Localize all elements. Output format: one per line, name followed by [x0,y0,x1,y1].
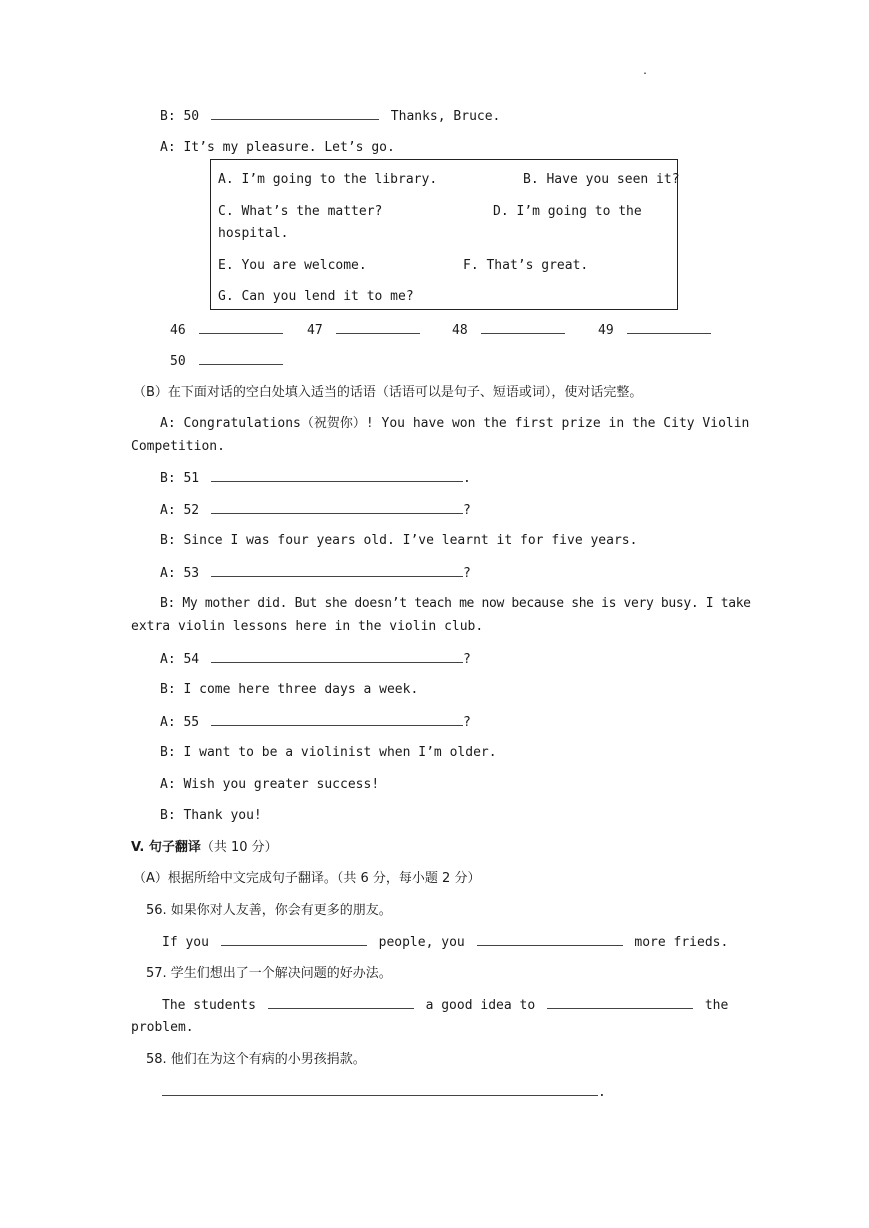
option-d: D. I’m going to the [493,204,642,219]
answer-item-49: 49 [598,321,711,340]
dialogue-thank: B: Thank you! [160,808,262,823]
answer-blank-55[interactable] [211,713,463,726]
answer-blank-50[interactable] [211,107,379,120]
answer-blank-47[interactable] [336,321,420,334]
dialogue-since: B: Since I was four years old. I’ve learnt it for five years. [160,533,638,548]
option-f: F. That’s great. [463,258,589,273]
option-c: C. What’s the matter? [218,204,383,219]
dialogue-mother: B: My mother did. But she doesn’t teach me now because she is very busy. I take [160,596,751,611]
section-b-instruction: （B）在下面对话的空白处填入适当的话语（话语可以是句子、短语或词），使对话完整。 [133,385,643,400]
dialogue-violinist: B: I want to be a violinist when I’m older. [160,745,497,760]
dialogue-line-b50: B: 50 Thanks, Bruce. [160,109,501,124]
answer-item-47: 47 [307,321,420,340]
option-b: B. Have you seen it? [523,172,680,187]
page-dot: . [642,66,649,77]
answer-blank-57a[interactable] [268,996,414,1009]
dialogue-line-52: A: 52 ? [160,503,471,518]
answer-blank-53[interactable] [211,564,463,577]
answer-line-57-cont: problem. [131,1020,194,1035]
dialogue-congratulations: A: Congratulations（祝贺你）! You have won the first prize in the City Violin [160,416,750,431]
dialogue-three-days: B: I come here three days a week. [160,682,419,697]
answer-blank-51[interactable] [211,469,463,482]
answer-item-48: 48 [452,321,565,340]
option-g: G. Can you lend it to me? [218,289,414,304]
dialogue-line-54: A: 54 ? [160,652,471,667]
answer-blank-58[interactable] [162,1083,598,1096]
question-56: 56. 如果你对人友善，你会有更多的朋友。 [146,903,392,918]
dialogue-line-a-pleasure: A: It’s my pleasure. Let’s go. [160,140,395,155]
dialogue-line-51: B: 51 . [160,471,471,486]
question-58: 58. 他们在为这个有病的小男孩捐款。 [146,1052,366,1067]
dialogue-mother-cont: extra violin lessons here in the violin club. [131,619,484,634]
dialogue-congratulations-cont: Competition. [131,439,225,454]
answer-line-57: The students a good idea to the [162,998,729,1013]
answer-blank-48[interactable] [481,321,565,334]
answer-item-50: 50 [170,352,283,371]
section-v-heading: V. 句子翻译（共 10 分） [131,840,278,855]
answer-blank-46[interactable] [199,321,283,334]
answer-line-58: . [162,1083,606,1102]
answer-blank-56b[interactable] [477,933,623,946]
section-v-subheading: （A）根据所给中文完成句子翻译。（共 6 分，每小题 2 分） [133,871,481,886]
dialogue-wish: A: Wish you greater success! [160,777,380,792]
answer-blank-56a[interactable] [221,933,367,946]
answer-blank-57b[interactable] [547,996,693,1009]
option-e: E. You are welcome. [218,258,367,273]
answer-blank-49[interactable] [627,321,711,334]
answer-blank-52[interactable] [211,501,463,514]
option-d-continued: hospital. [218,226,289,241]
answer-item-46: 46 [170,321,283,340]
answer-line-56: If you people, you more frieds. [162,935,729,950]
option-a: A. I’m going to the library. [218,172,438,187]
dialogue-line-55: A: 55 ? [160,715,471,730]
question-57: 57. 学生们想出了一个解决问题的好办法。 [146,966,392,981]
answer-blank-50-row[interactable] [199,352,283,365]
answer-blank-54[interactable] [211,650,463,663]
dialogue-line-53: A: 53 ? [160,566,471,581]
